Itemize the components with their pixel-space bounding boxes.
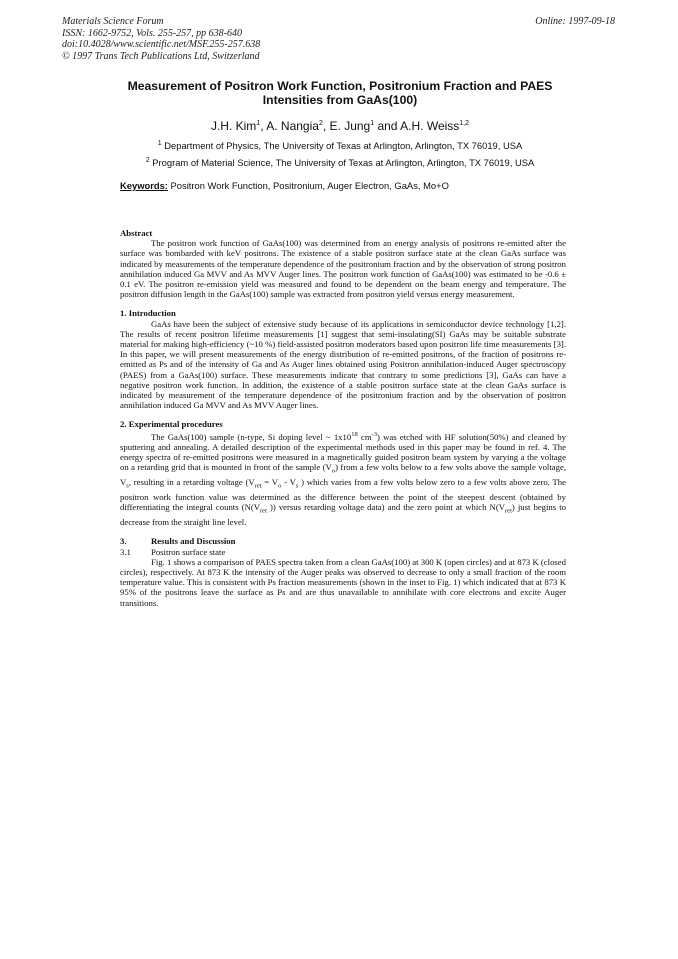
keywords-text: Positron Work Function, Positronium, Auger Electron, GaAs, Mo+O [170, 180, 449, 191]
abstract-section [120, 228, 566, 299]
subscript: s [126, 482, 129, 490]
keywords-label: Keywords: [120, 180, 168, 191]
author-affiliation-mark: 1 [370, 120, 375, 127]
issn-line: ISSN: 1662-9752, Vols. 255-257, pp 638-640 [62, 27, 242, 39]
affiliation-text: Program of Material Science, The University of Texas at Arlington, Arlington, TX 76019, USA [152, 157, 535, 169]
affiliation-2 [80, 157, 600, 168]
text-run: )) versus retarding voltage data) and the zero point at which N(V [266, 502, 506, 513]
experimental-heading: 2. Experimental procedures [120, 419, 223, 430]
subscript: s [295, 482, 299, 490]
author-list: J.H. Kim$^1$, A. Nangia$^2$, E. Jung$^1$ and A.H. Weiss$^{1,2}$ [210, 119, 470, 133]
text-run: ) which varies from a few volts below zero to a few volts above zero. The positron work function value was determined as the difference between the point of the steepest descent (obtained by differentiating the integral counts (N(V [120, 477, 566, 513]
subscript: ret [260, 507, 267, 515]
text-run: , resulting in a retarding voltage (V [128, 477, 255, 488]
experimental-text [120, 430, 566, 528]
subsection-title: Positron surface state [151, 546, 226, 557]
introduction-text: GaAs have been the subject of extensive study because of its applications in semiconductor device technology [1,2]. The results of recent positron lifetime measurements [1] suggest that semi-insulating(SI) GaAs may be suitable substrate material for making high-efficiency (~10 %) field-assisted positron moderators based upon positron life time measurements [3]. In this paper, we will present measurements of the energy distribution of re-emitted positrons, of the fraction of positrons re-emitted as Ps and of the intensity of Ga and As Auger lines obtained using Positron annihilation-induced Auger spectroscopy (PAES) from a GaAs(100) surface. These measurements indicate that contrary to some predictions [3], GaAs can have a negative positron work function. In addition, the existence of a stable positron surface state at the clean GaAs surface is indicated by measurement of the temperature dependence of the positronium fraction and by the observation of positron annihilation induced Ga MVV and As MVV Auger lines. [120, 318, 566, 411]
keywords [120, 180, 449, 191]
affiliation-1 [80, 140, 600, 151]
affiliation-number: 1 [157, 140, 162, 147]
introduction-heading: 1. Introduction [120, 308, 176, 319]
subscript: ret [505, 507, 512, 515]
author-affiliation-mark: 1,2 [459, 120, 470, 127]
text-run: ) was etched with HF solution(50%) and cleaned by sputtering and annealing. A detailed description of the experimental methods used in this paper may be found in ref. 4. The energy spectra of re-emitted positrons were measured in a magnetically guided positron beam system by varying a the voltage on a retarding grid that is mounted in front of the sample (V [120, 431, 566, 473]
author-affiliation-mark: 2 [318, 120, 323, 127]
online-date: Online: 1997-09-18 [535, 16, 615, 27]
subscript: o [331, 467, 336, 475]
text-run: cm [357, 431, 372, 442]
text-run: ) from a few volts below to a few volts above the sample voltage, V [120, 462, 566, 488]
author-name: E. Jung [329, 119, 371, 133]
abstract-heading: Abstract [120, 228, 153, 238]
superscript: 18 [351, 430, 358, 438]
subsection-heading [120, 547, 566, 557]
author-name: A. Nangia [266, 119, 319, 133]
abstract-text: The positron work function of GaAs(100) was determined from an energy analysis of positrons re-emitted after the surface was bombarded with keV positrons. The existence of a stable positron surface state at the clean GaAs surface was indicated by measurements of the temperature dependence of the positronium fraction and by the observation of strong positron annihilation induced Ga MVV and As MVV Auger lines. The positron work function of GaAs(100) was estimated to be -0.6 ± 0.1 eV. The positron re-emission yield was measured and found to be dependent on the beam energy and temperature. The positron diffusion length in the GaAs(100) sample was extracted from positron yield versus energy measurement. [120, 238, 566, 300]
text-run: = V [261, 477, 279, 488]
subscript: ret [254, 482, 262, 490]
affiliation-text: Department of Physics, The University of Texas at Arlington, Arlington, TX 76019, USA [164, 140, 523, 152]
superscript: -3 [371, 430, 377, 438]
results-section [120, 536, 566, 607]
journal-name: Materials Science Forum [62, 16, 164, 27]
introduction-section [120, 308, 566, 410]
text-run: ) just begins to decrease from the straight line level. [120, 502, 566, 528]
journal-header [62, 16, 260, 62]
subsection-number: 3.1 [120, 546, 131, 557]
subscript: o [278, 482, 282, 490]
copyright-line: © 1997 Trans Tech Publications Ltd, Switzerland [62, 50, 260, 62]
author-name: A.H. Weiss [400, 119, 460, 133]
paper-body [120, 228, 566, 617]
experimental-section [120, 419, 566, 527]
author-name: J.H. Kim [210, 119, 257, 133]
section-number: 3. [120, 536, 127, 547]
doi-line: doi:10.4028/www.scientific.net/MSF.255-257.638 [62, 39, 261, 50]
results-heading [120, 536, 566, 546]
author-affiliation-mark: 1 [256, 120, 261, 127]
text-run: - V [281, 477, 296, 488]
results-text: Fig. 1 shows a comparison of PAES spectra taken from a clean GaAs(100) at 300 K (open circles) and at 873 K (closed circles), respectively. At 873 K the intensity of the Auger peaks was observed to decrease to only a small fraction of the room temperature value. This is consistent with Ps fraction measurements (shown in the inset to Fig. 1) which indicated that at 873 K 95% of the positrons leave the surface as Ps and are thus unavailable to annihilate with core electrons and excite Auger transitions. [120, 556, 566, 608]
paper-title: Measurement of Positron Work Function, Positronium Fraction and PAES Intensities from GaAs(100) [127, 79, 553, 107]
section-title: Results and Discussion [151, 536, 236, 547]
affiliation-number: 2 [145, 157, 150, 164]
text-run: The GaAs(100) sample (n-type, Si doping level ~ 1x10 [151, 431, 352, 442]
